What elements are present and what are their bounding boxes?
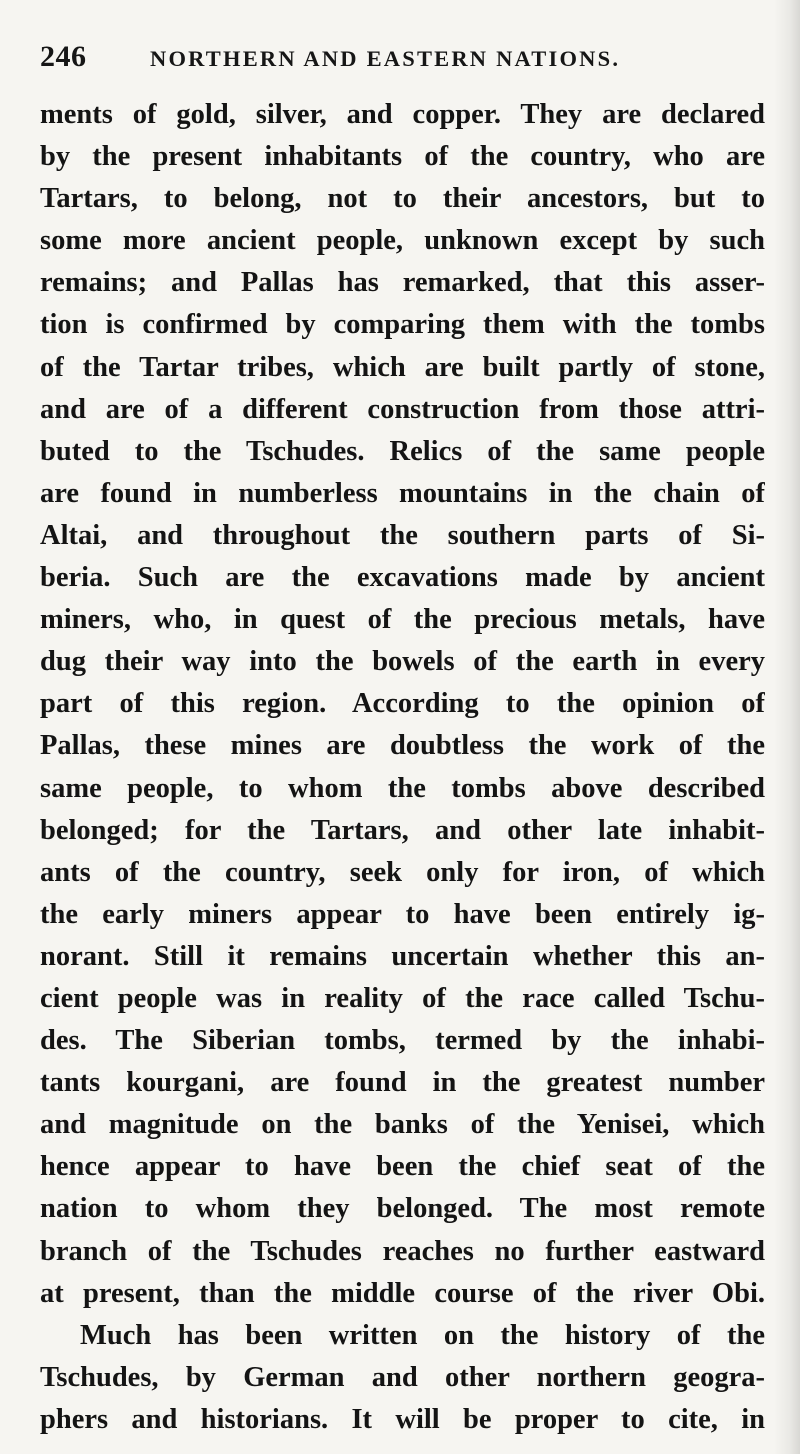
text-line: and magnitude on the banks of the Yenisei, which <box>40 1109 765 1141</box>
text-line: branch of the Tschudes reaches no further eastward <box>40 1235 765 1267</box>
text-line: Pallas, these mines are doubtless the work of the <box>40 730 765 762</box>
page-gutter-shadow <box>774 0 800 1454</box>
page-number: 246 <box>40 40 87 73</box>
text-line: Tschudes, by German and other northern geogra- <box>40 1361 765 1393</box>
text-line: belonged; for the Tartars, and other late inhabit- <box>40 814 765 846</box>
text-line: norant. Still it remains uncertain whether this an- <box>40 940 765 972</box>
text-line: cient people was in reality of the race called Tschu- <box>40 982 765 1014</box>
text-line: buted to the Tschudes. Relics of the same people <box>40 435 765 467</box>
text-line: are found in numberless mountains in the chain of <box>40 477 765 509</box>
page-header <box>40 38 762 82</box>
text-line: ants of the country, seek only for iron, of which <box>40 856 765 888</box>
text-line: dug their way into the bowels of the earth in every <box>40 646 765 678</box>
text-line: same people, to whom the tombs above described <box>40 772 765 804</box>
text-line: ments of gold, silver, and copper. They are declared <box>40 99 765 130</box>
text-line: miners, who, in quest of the precious metals, have <box>40 604 765 636</box>
text-line: and are of a different construction from those attri- <box>40 393 765 425</box>
text-line: some more ancient people, unknown except by such <box>40 225 765 257</box>
text-line: hence appear to have been the chief seat of the <box>40 1151 765 1183</box>
body-text <box>40 94 765 1441</box>
text-line: of the Tartar tribes, which are built partly of stone, <box>40 351 765 383</box>
text-line: Altai, and throughout the southern parts of Si- <box>40 519 765 551</box>
text-line: beria. Such are the excavations made by ancient <box>40 562 765 594</box>
text-line: remains; and Pallas has remarked, that this asser- <box>40 267 765 299</box>
text-line: nation to whom they belonged. The most remote <box>40 1193 765 1225</box>
text-line: Tartars, to belong, not to their ancestors, but to <box>40 183 765 215</box>
running-head: NORTHERN AND EASTERN NATIONS. <box>150 46 621 71</box>
text-line: by the present inhabitants of the country, who are <box>40 141 765 173</box>
text-line: tion is confirmed by comparing them with the tombs <box>40 309 765 341</box>
text-line: phers and historians. It will be proper to cite, in <box>40 1403 765 1435</box>
text-line: des. The Siberian tombs, termed by the inhabi- <box>40 1025 765 1057</box>
paragraph-first-line: Much has been written on the history of the <box>80 1319 765 1351</box>
text-line: at present, than the middle course of the river Obi. <box>40 1277 765 1309</box>
text-line: the early miners appear to have been entirely ig- <box>40 898 765 930</box>
text-line: tants kourgani, are found in the greatest number <box>40 1067 765 1099</box>
text-line: part of this region. According to the opinion of <box>40 688 765 720</box>
